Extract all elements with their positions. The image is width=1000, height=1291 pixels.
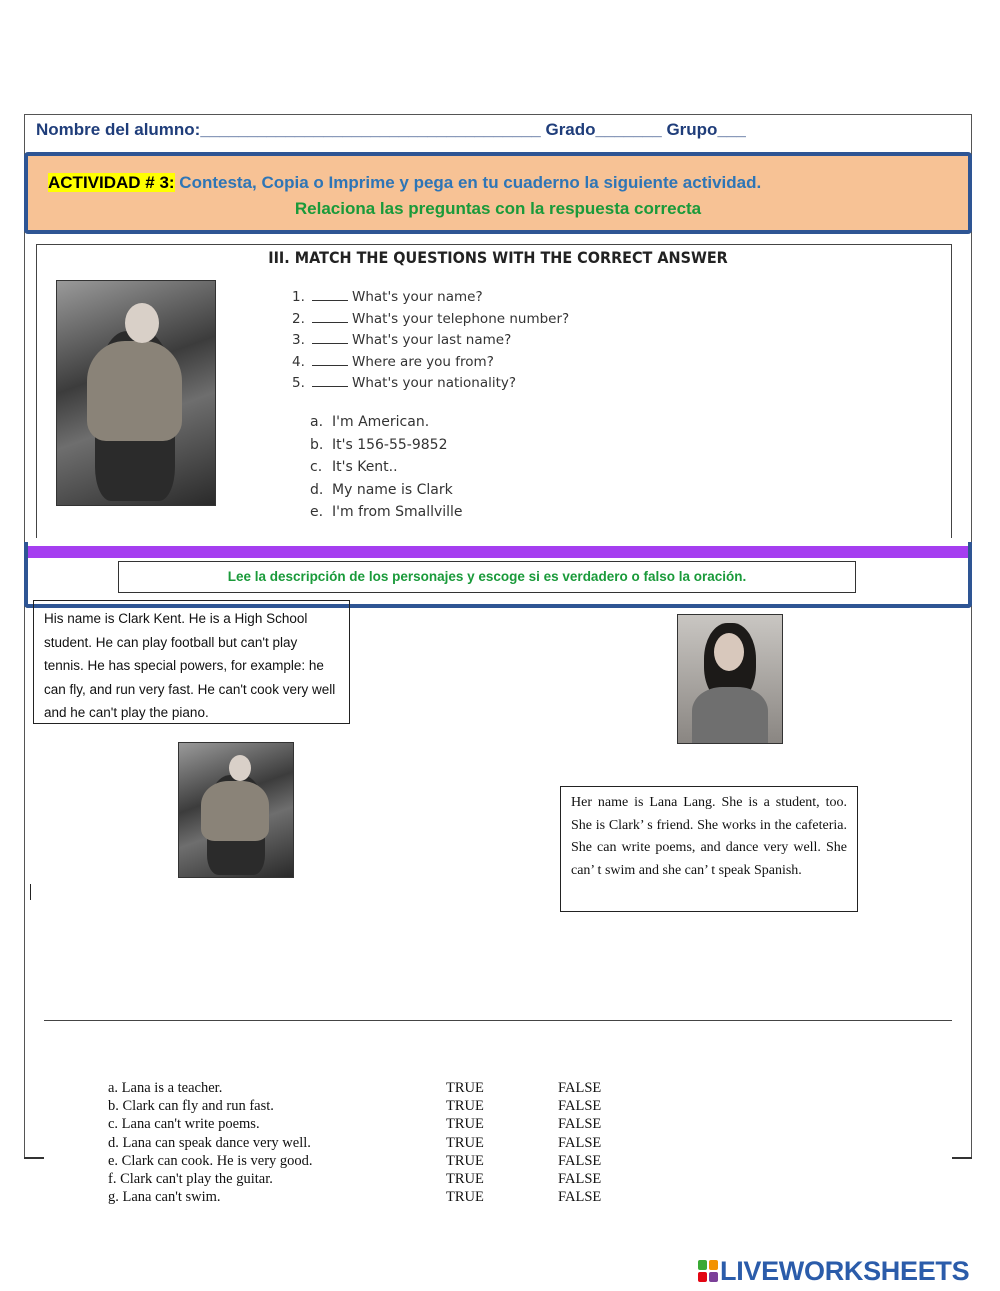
answer-item: c. It's Kent.. — [310, 459, 398, 475]
activity-instruction: Contesta, Copia o Imprime y pega en tu cuaderno la siguiente actividad. — [174, 173, 762, 192]
frame-bottom-right — [952, 1157, 972, 1159]
logo-square-red — [698, 1272, 707, 1282]
frame-right — [971, 114, 972, 1158]
question-item: 5. What's your nationality? — [292, 375, 517, 391]
lana-description: Her name is Lana Lang. She is a student, too. She is Clark’ s friend. She works in the cafeteria. She can write poems, and dance very well. She can’ t swim and she can’ t speak Spanish. — [560, 786, 858, 912]
frame-bottom-left — [24, 1157, 44, 1159]
activity-label: ACTIVIDAD # 3: — [48, 173, 175, 192]
answer-blank[interactable] — [312, 311, 348, 323]
student-name-blank[interactable]: ____________________________________ — [200, 120, 541, 139]
group-blank[interactable]: ___ — [717, 120, 746, 139]
figure-head — [125, 303, 159, 343]
frame-top — [24, 114, 972, 115]
clark-photo-small — [178, 742, 294, 878]
question-list — [292, 289, 569, 397]
true-option[interactable]: TRUE — [446, 1134, 484, 1151]
answer-item: d. My name is Clark — [310, 481, 453, 498]
frame-left — [24, 114, 25, 1158]
true-option[interactable]: TRUE — [446, 1116, 484, 1133]
answer-item: e. I'm from Smallville — [310, 504, 463, 520]
logo-square-orange — [709, 1260, 718, 1270]
false-option[interactable]: FALSE — [558, 1116, 602, 1133]
true-option[interactable]: TRUE — [446, 1170, 484, 1187]
figure-coat — [201, 781, 269, 841]
question-item: 3. What's your last name? — [292, 332, 512, 348]
activity-banner — [24, 152, 972, 234]
answer-blank[interactable] — [312, 332, 348, 344]
false-option[interactable]: FALSE — [558, 1080, 602, 1096]
false-option[interactable]: FALSE — [558, 1134, 602, 1151]
answer-blank[interactable] — [312, 289, 348, 301]
figure-head — [714, 633, 744, 671]
true-option[interactable]: TRUE — [446, 1189, 484, 1206]
clark-photo-large — [56, 280, 216, 506]
answer-list — [310, 414, 463, 527]
false-option[interactable]: FALSE — [558, 1152, 602, 1169]
logo-text: LIVEWORKSHEETS — [720, 1256, 970, 1286]
figure-head — [229, 755, 251, 781]
group-label: Grupo — [666, 120, 718, 139]
question-item: 2. What's your telephone number? — [292, 310, 570, 327]
figure-coat — [87, 341, 182, 441]
clark-description: His name is Clark Kent. He is a High School student. He can play football but can't play tennis. He has special powers, for example: he can fly, and run very fast. He can't cook very well and he can't play the piano. — [33, 600, 350, 724]
answer-item: a. I'm American. — [310, 414, 430, 430]
lana-photo — [677, 614, 783, 744]
true-option[interactable]: TRUE — [446, 1098, 484, 1115]
activity-instruction-line — [48, 173, 761, 193]
separator-line — [44, 1020, 952, 1021]
activity-subinstruction: Relaciona las preguntas con la respuesta correcta — [294, 199, 702, 218]
logo-square-purple — [709, 1272, 718, 1282]
false-option[interactable]: FALSE — [558, 1170, 602, 1187]
student-info-line — [36, 120, 746, 140]
grade-label: Grado — [545, 120, 596, 139]
liveworksheets-logo — [698, 1256, 969, 1287]
student-name-label: Nombre del alumno: — [36, 120, 201, 139]
false-option[interactable]: FALSE — [558, 1098, 602, 1115]
grade-blank[interactable]: _______ — [595, 120, 662, 139]
question-item: 4. Where are you from? — [292, 353, 494, 370]
description-instruction: Lee la descripción de los personajes y escoge si es verdadero o falso la oración. — [118, 561, 856, 593]
logo-square-green — [698, 1260, 707, 1270]
false-option[interactable]: FALSE — [558, 1189, 602, 1206]
answer-item: b. It's 156-55-9852 — [310, 436, 448, 453]
logo-icon — [698, 1260, 720, 1284]
match-section-title: III. MATCH THE QUESTIONS WITH THE CORRECT ANSWER — [268, 248, 728, 267]
true-option[interactable]: TRUE — [446, 1080, 484, 1096]
description-banner-bar — [28, 546, 968, 558]
answer-blank[interactable] — [312, 375, 348, 387]
figure-shirt — [692, 687, 768, 744]
cursor-mark — [30, 884, 31, 900]
true-option[interactable]: TRUE — [446, 1152, 484, 1169]
question-item: 1. What's your name? — [292, 289, 483, 305]
answer-blank[interactable] — [312, 354, 348, 366]
